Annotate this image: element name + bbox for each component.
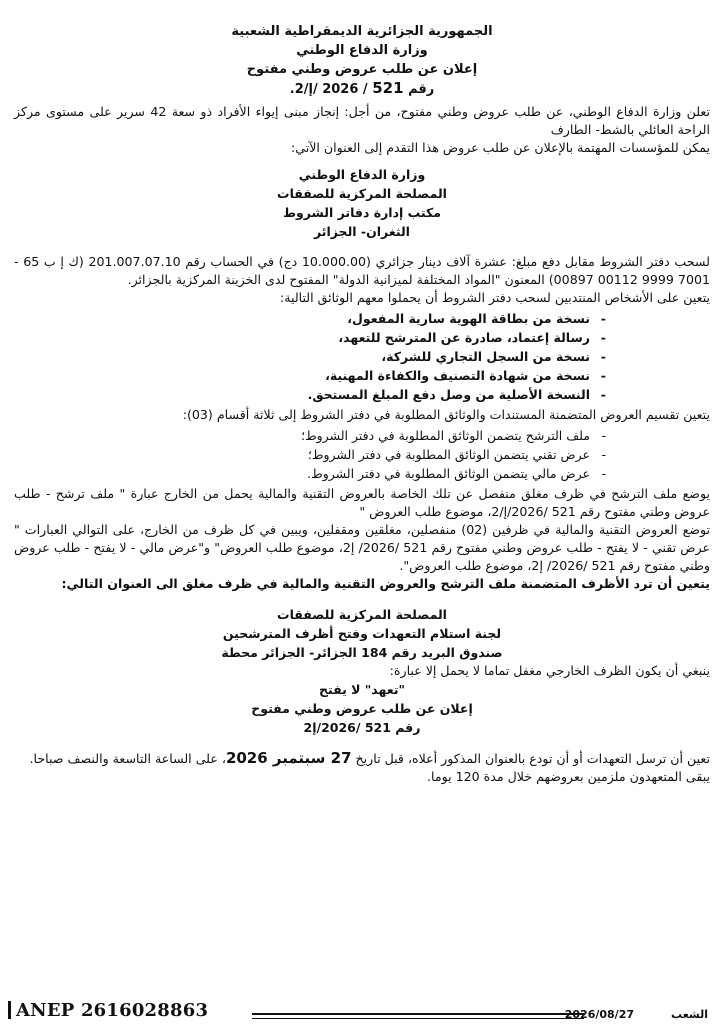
- outer-envelope-intro: ينبغي أن يكون الظرف الخارجي مغفل تماما لا يحمل إلا عبارة:: [389, 663, 710, 678]
- address1-line: الثغران- الجزائر: [314, 224, 410, 239]
- newspaper-name: الشعب: [671, 1008, 708, 1021]
- address2-line: لجنة استلام التعهدات وفتح أظرف المترشحين: [222, 626, 502, 641]
- address1-line: وزارة الدفاع الوطني: [298, 167, 426, 182]
- list-item: - عرض مالي يتضمن الوثائق المطلوبة في دفتر الشروط.: [14, 464, 590, 483]
- ref-suffix: / 2026 /إ/2.: [289, 82, 368, 97]
- division-list: [14, 426, 710, 483]
- reference-line: [14, 79, 710, 99]
- envelope-paragraph-2: توضع العروض التقنية والمالية في ظرفين (02) منفصلين، مغلقين ومقفلين، ويبين في كل ظرف من الخارج، على التوالي العبارات " عرض تقني - لا يفتح - طلب عروض وطني مفتوح رقم 521 /2026/ إ2، موضوع طلب العروض" و"عرض مالي - لا يفتح - طلب عروض وطني مفتوح رقم 521 /2026/ إ2، موضوع طلب العروض".: [14, 522, 710, 573]
- intro-paragraph: تعلن وزارة الدفاع الوطني، عن طلب عروض وطني مفتوح، من أجل: إنجاز مبنى إيواء الأفراد ذو سعة 42 سرير على مستوى مركز الراحة العائلي بالشط- الطارف: [14, 104, 710, 137]
- envelope-paragraph-1: يوضع ملف الترشح في ظرف مغلق منفصل عن تلك الخاصة بالعروض التقنية والمالية يحمل من الخارج عبارة " ملف ترشح - طلب عروض وطني مفتوح رقم 521 /2026/إ/2، موضوع طلب العروض ": [14, 486, 710, 519]
- outer-envelope-line: إعلان عن طلب عروض وطني مفتوح: [251, 701, 473, 716]
- documents-list: [14, 309, 710, 404]
- list-item: - نسخة من السجل التجاري للشركة،: [14, 347, 590, 366]
- deadline-text-b: ، على الساعة التاسعة والنصف صباحا.: [29, 751, 226, 766]
- ministry-title: وزارة الدفاع الوطني: [296, 43, 428, 58]
- ref-prefix: رقم: [408, 82, 435, 97]
- division-intro: يتعين تقسيم العروض المتضمنة المستندات والوثائق المطلوبة في دفتر الشروط إلى ثلاثة أقسام (03):: [182, 407, 710, 422]
- intro-invite: يمكن للمؤسسات المهتمة بالإعلان عن طلب عروض هذا التقدم إلى العنوان الآتي:: [290, 140, 710, 155]
- address1-line: المصلحة المركزية للصفقات: [277, 186, 447, 201]
- address1-line: مكتب إدارة دفاتر الشروط: [283, 205, 441, 220]
- list-item: - نسخة من بطاقة الهوية سارية المفعول،: [14, 309, 590, 328]
- address-block-2: [14, 605, 710, 662]
- envelope-paragraph-3: يتعين أن ترد الأظرف المتضمنة ملف الترشح والعروض التقنية والمالية في ظرف مغلق الى العنوان التالي:: [61, 576, 710, 591]
- list-item: - ملف الترشح يتضمن الوثائق المطلوبة في دفتر الشروط؛: [14, 426, 590, 445]
- documents-intro: يتعين على الأشخاص المنتدبين لسحب دفتر الشروط أن يحملوا معهم الوثائق التالية:: [280, 290, 710, 305]
- deadline-date: 27 سبتمبر 2026: [225, 749, 352, 767]
- outer-envelope-line: "تعهد" لا يفتح: [318, 682, 406, 697]
- footer-rule-thin: [252, 1018, 584, 1019]
- list-item: - رسالة إعتماد، صادرة عن المترشح للتعهد،: [14, 328, 590, 347]
- validity-paragraph: يبقى المتعهدون ملزمين بعروضهم خلال مدة 120 يوما.: [427, 769, 710, 784]
- outer-envelope-text: [14, 680, 710, 737]
- ref-number: 521: [372, 79, 404, 97]
- anep-number: ANEP 2616028863: [16, 1000, 209, 1021]
- announcement-page: [14, 22, 710, 997]
- footer-rule: [252, 1013, 584, 1015]
- deadline-paragraph: [14, 749, 710, 768]
- footer-left-rule: [8, 1001, 11, 1019]
- footer: [0, 997, 724, 1027]
- list-item: - عرض تقني يتضمن الوثائق المطلوبة في دفتر الشروط؛: [14, 445, 590, 464]
- list-item: - النسخة الأصلية من وصل دفع المبلغ المستحق.: [14, 385, 590, 404]
- announcement-title: إعلان عن طلب عروض وطني مفتوح: [246, 62, 478, 77]
- list-item: - نسخة من شهادة التصنيف والكفاءة المهنية،: [14, 366, 590, 385]
- outer-envelope-line: رقم 521 /2026/إ2: [303, 720, 421, 735]
- republic-title: الجمهورية الجزائرية الديمقراطية الشعبية: [231, 24, 493, 39]
- address2-line: المصلحة المركزية للصفقات: [277, 607, 447, 622]
- address-block-1: [14, 165, 710, 241]
- payment-paragraph: لسحب دفتر الشروط مقابل دفع مبلغ: عشرة آلاف دينار جزائري (10.000.00 دج) في الحساب رقم 201.007.07.10 (ك إ ب 65 - 7001 9999 00112 00897) المعنون "المواد المختلفة لميزانية الدولة" المفتوح لدى الخزينة المركزية بالجزائر.: [14, 254, 710, 287]
- footer-date: 2026/08/27: [564, 1008, 634, 1021]
- address2-line: صندوق البريد رقم 184 الجزائر- الجزائر محطة: [221, 645, 503, 660]
- deadline-text-a: تعين أن ترسل التعهدات أو أن تودع بالعنوان المذكور أعلاه، قبل تاريخ: [355, 751, 710, 766]
